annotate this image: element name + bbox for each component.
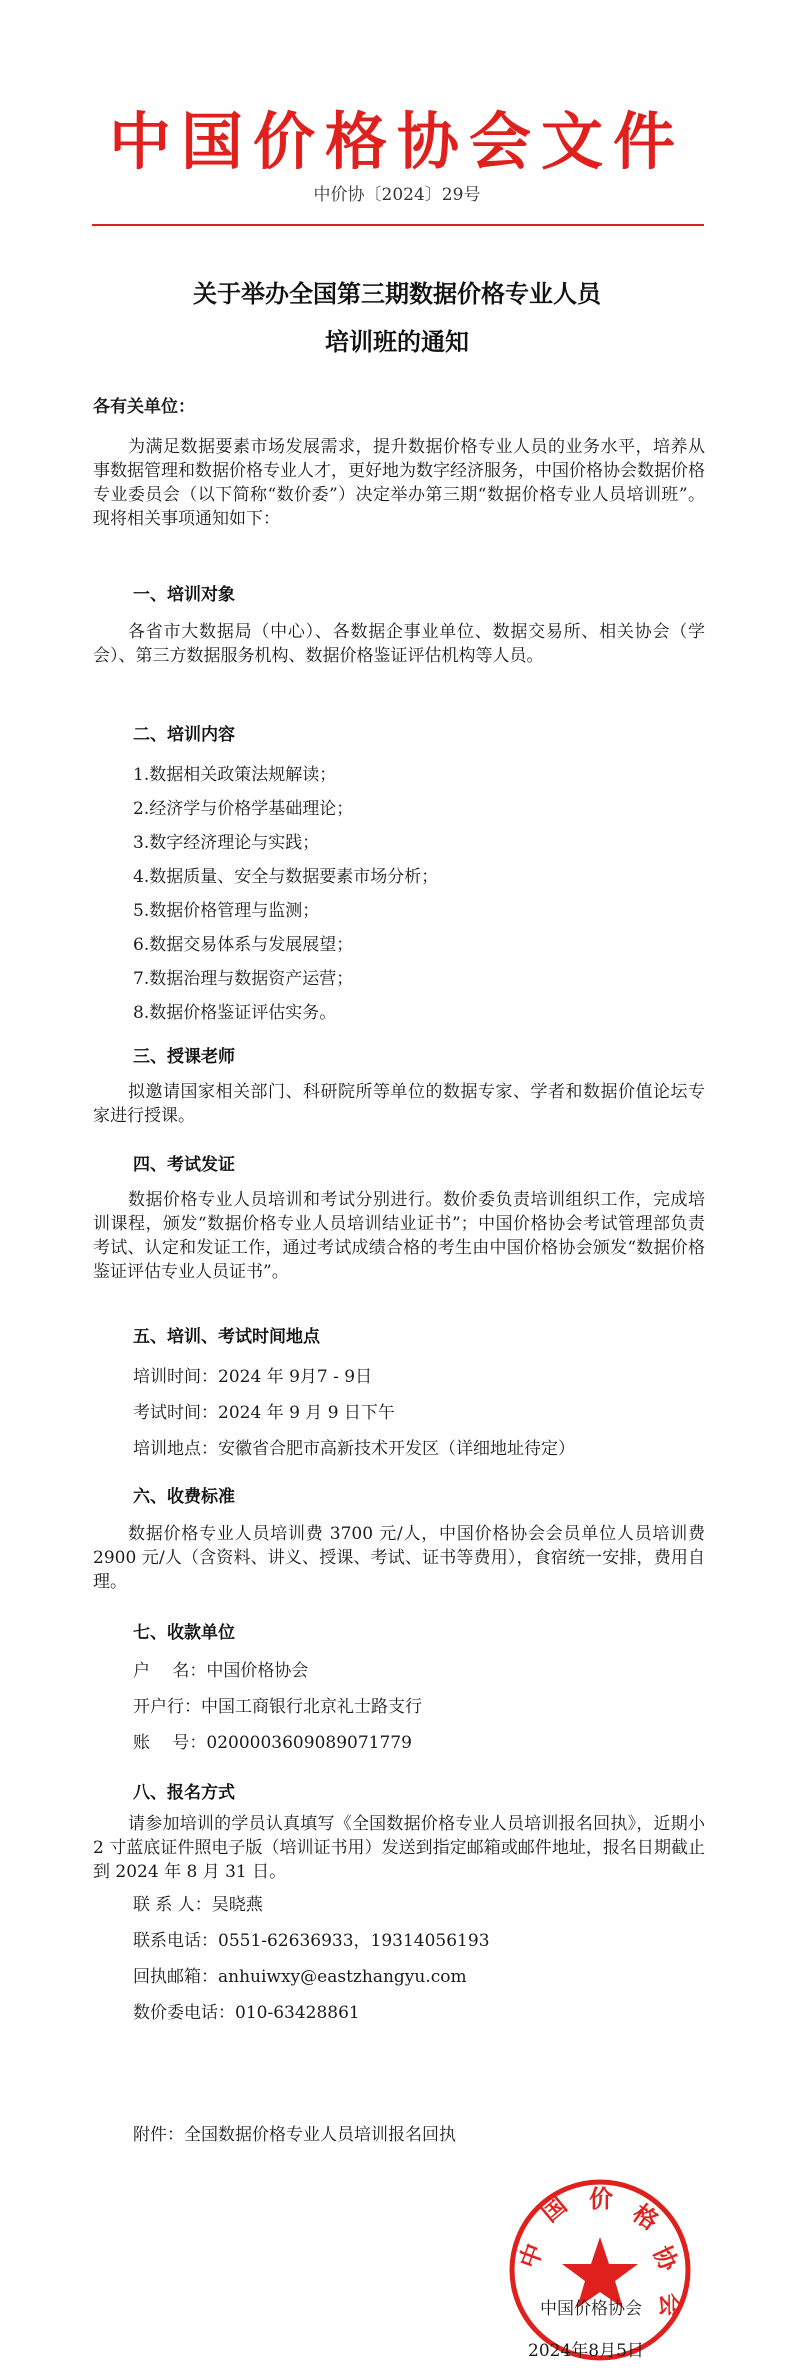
section-title-2: 二、培训内容: [133, 725, 235, 745]
list-item: 培训时间：2024 年 9月7 - 9日: [133, 1367, 373, 1387]
list-item: 账 号：0200003609089071779: [133, 1733, 412, 1753]
list-item: 考试时间：2024 年 9 月 9 日下午: [133, 1403, 395, 1423]
seal-char: 协: [647, 2241, 684, 2276]
salutation: 各有关单位：: [93, 397, 195, 417]
section-body-8: 请参加培训的学员认真填写《全国数据价格专业人员培训报名回执》，近期小 2 寸蓝底证件照电子版（培训证书用）发送到指定邮箱或邮件地址，报名日期截止到 2024 年 8 月 31 日。: [93, 1814, 705, 1882]
section-title-5: 五、培训、考试时间地点: [133, 1327, 320, 1347]
seal-char: 国: [535, 2189, 573, 2228]
section-title-7: 七、收款单位: [133, 1623, 235, 1643]
list-item: 开户行：中国工商银行北京礼士路支行: [133, 1697, 422, 1717]
section-title-8: 八、报名方式: [133, 1783, 235, 1803]
seal-char: 会: [656, 2293, 685, 2317]
list-item: 联系电话：0551-62636933，19314056193: [133, 1931, 490, 1951]
signature-date: 2024年8月5日: [528, 2341, 644, 2361]
signature-org: 中国价格协会: [540, 2299, 642, 2319]
section-body-6: 数据价格专业人员培训费 3700 元/人，中国价格协会会员单位人员培训费 2900 元/人（含资料、讲义、授课、考试、证书等费用），食宿统一安排，费用自理。: [93, 1524, 705, 1592]
seal-char: 格: [627, 2198, 664, 2236]
list-item: 6.数据交易体系与发展展望；: [133, 935, 354, 955]
list-item: 8.数据价格鉴证评估实务。: [133, 1003, 337, 1023]
list-item: 联 系 人：吴晓燕: [133, 1895, 263, 1915]
org-title: 中国价格协会文件: [108, 105, 685, 178]
section-body-1: 各省市大数据局（中心）、各数据企事业单位、数据交易所、相关协会（学会）、第三方数据服务机构、数据价格鉴证评估机构等人员。: [93, 622, 705, 666]
seal-char: 中: [513, 2239, 549, 2273]
notice-title-line1: 关于举办全国第三期数据价格专业人员: [193, 279, 601, 308]
list-item: 4.数据质量、安全与数据要素市场分析；: [133, 867, 439, 887]
list-item: 数价委电话：010-63428861: [133, 2003, 360, 2023]
section-title-6: 六、收费标准: [133, 1487, 235, 1507]
intro-paragraph: 为满足数据要素市场发展需求，提升数据价格专业人员的业务水平，培养从事数据管理和数据价格专业人才，更好地为数字经济服务，中国价格协会数据价格专业委员会（以下简称“数价委”）决定举办第三期“数据价格专业人员培训班”。现将相关事项通知如下：: [93, 437, 705, 529]
list-item: 5.数据价格管理与监测；: [133, 901, 320, 921]
section-title-1: 一、培训对象: [133, 585, 235, 605]
list-item: 1.数据相关政策法规解读；: [133, 765, 337, 785]
attachment-line: 附件：全国数据价格专业人员培训报名回执: [133, 2125, 456, 2145]
section-body-3: 拟邀请国家相关部门、科研院所等单位的数据专家、学者和数据价值论坛专家进行授课。: [93, 1082, 705, 1126]
red-divider: [92, 224, 704, 226]
section-title-4: 四、考试发证: [133, 1155, 235, 1175]
notice-title-line2: 培训班的通知: [325, 327, 469, 356]
list-item: 回执邮箱：anhuiwxy@eastzhangyu.com: [133, 1967, 467, 1987]
doc-number: 中价协〔2024〕29号: [313, 185, 481, 205]
list-item: 3.数字经济理论与实践；: [133, 833, 320, 853]
section-title-3: 三、授课老师: [133, 1047, 235, 1067]
section-body-4: 数据价格专业人员培训和考试分别进行。数价委负责培训组织工作，完成培训课程，颁发“数据价格专业人员培训结业证书”；中国价格协会考试管理部负责考试、认定和发证工作，通过考试成绩合格的考生由中国价格协会颁发“数据价格鉴证评估专业人员证书”。: [93, 1190, 705, 1282]
list-item: 培训地点：安徽省合肥市高新技术开发区（详细地址待定）: [133, 1439, 575, 1459]
list-item: 2.经济学与价格学基础理论；: [133, 799, 354, 819]
list-item: 户 名：中国价格协会: [133, 1661, 309, 1681]
list-item: 7.数据治理与数据资产运营；: [133, 969, 354, 989]
seal-char: 价: [589, 2184, 613, 2213]
